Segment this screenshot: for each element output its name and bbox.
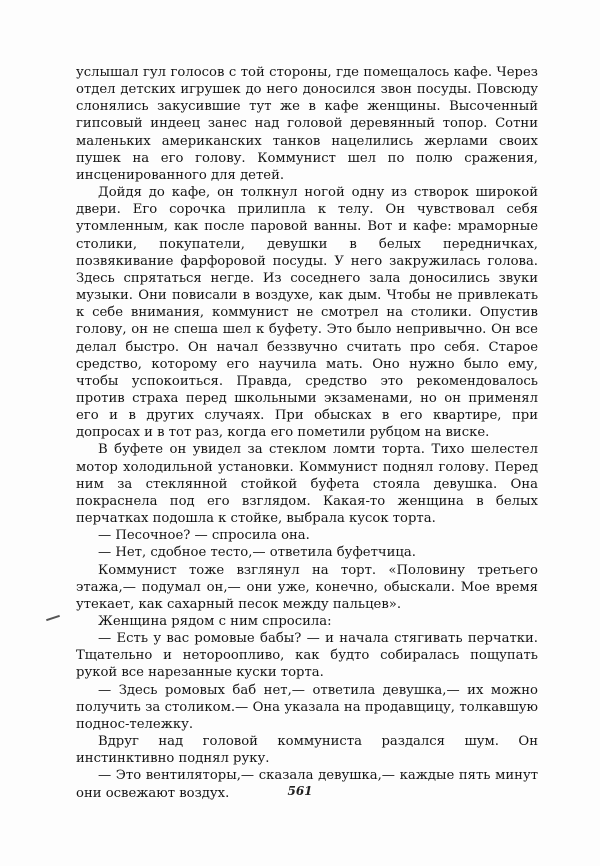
paragraph-4: Коммунист тоже взглянул на торт. «Половину третьего этажа,— подумал он,— они уже, конечно, обыскали. Мое время утекает, как сахарный песок между пальцев». bbox=[76, 562, 538, 612]
paragraph-5: Женщина рядом с ним спросила: bbox=[98, 614, 332, 629]
margin-pencil-mark bbox=[46, 615, 60, 621]
paragraph-2: Дойдя до кафе, он толкнул ногой одну из створок широкой двери. Его сорочка прилипла к телу. Он чувствовал себя утомленным, как после паровой ванны. Вот и кафе: мраморные столики, покупатели, девушки в белых передничках, позвякивание фарфоровой посуды. У него закружилась голова. Здесь спрятаться негде. Из соседнего зала доносились звуки музыки. Они повисали в воздухе, как дым. Чтобы не привлекать к себе внимания, коммунист не смотрел на столики. Опустив голову, он не спеша шел к буфету. Это было непривычно. Он все делал быстро. Он начал беззвучно считать про себя. Старое средство, которому его научила мать. Оно нужно было ему, чтобы успокоиться. Правда, средство это рекомендовалось против страха перед школьными экзаменами, но он применял его и в других случаях. При обысках в его квартире, при допросах и в тот раз, когда его пометили рубцом на виске. bbox=[76, 185, 538, 441]
page-text bbox=[76, 64, 538, 802]
dialogue-line-4: — Здесь ромовых баб нет,— ответила девушка,— их можно получить за столиком.— Она указала на продавщицу, толкавшую поднос-тележку. bbox=[76, 682, 538, 732]
paragraph-6: Вдруг над головой коммуниста раздался шум. Он инстинктивно поднял руку. bbox=[76, 734, 538, 767]
page-number: 561 bbox=[287, 784, 313, 798]
paragraph-1: услышал гул голосов с той стороны, где помещалось кафе. Через отдел детских игрушек до него доносился звон посуды. Повсюду слонялись закусившие тут же в кафе женщины. Высоченный гипсовый индеец занес над головой деревянный топор. Сотни маленьких американских танков нацелились жерлами своих пушек на его голову. Коммунист шел по полю сражения, инсценированного для детей. bbox=[76, 65, 538, 183]
dialogue-line-5: — Это вентиляторы,— сказала девушка,— каждые пять минут они освежают воздух. bbox=[76, 768, 538, 801]
dialogue-line-3: — Есть у вас ромовые бабы? — и начала стягивать перчатки. Тщательно и нетороопливо, как будто собиралась пощупать рукой все нарезанные куски торта. bbox=[76, 631, 538, 681]
dialogue-line-1: — Песочное? — спросила она. bbox=[98, 528, 310, 544]
dialogue-line-2: — Нет, сдобное тесто,— ответила буфетчица. bbox=[98, 545, 416, 561]
paragraph-3: В буфете он увидел за стеклом ломти торта. Тихо шелестел мотор холодильной установки. Коммунист поднял голову. Перед ним за стеклянной стойкой буфета стояла девушка. Она покраснела под его взглядом. Какая-то женщина в белых перчатках подошла к стойке, выбрала кусок торта. bbox=[76, 442, 538, 527]
